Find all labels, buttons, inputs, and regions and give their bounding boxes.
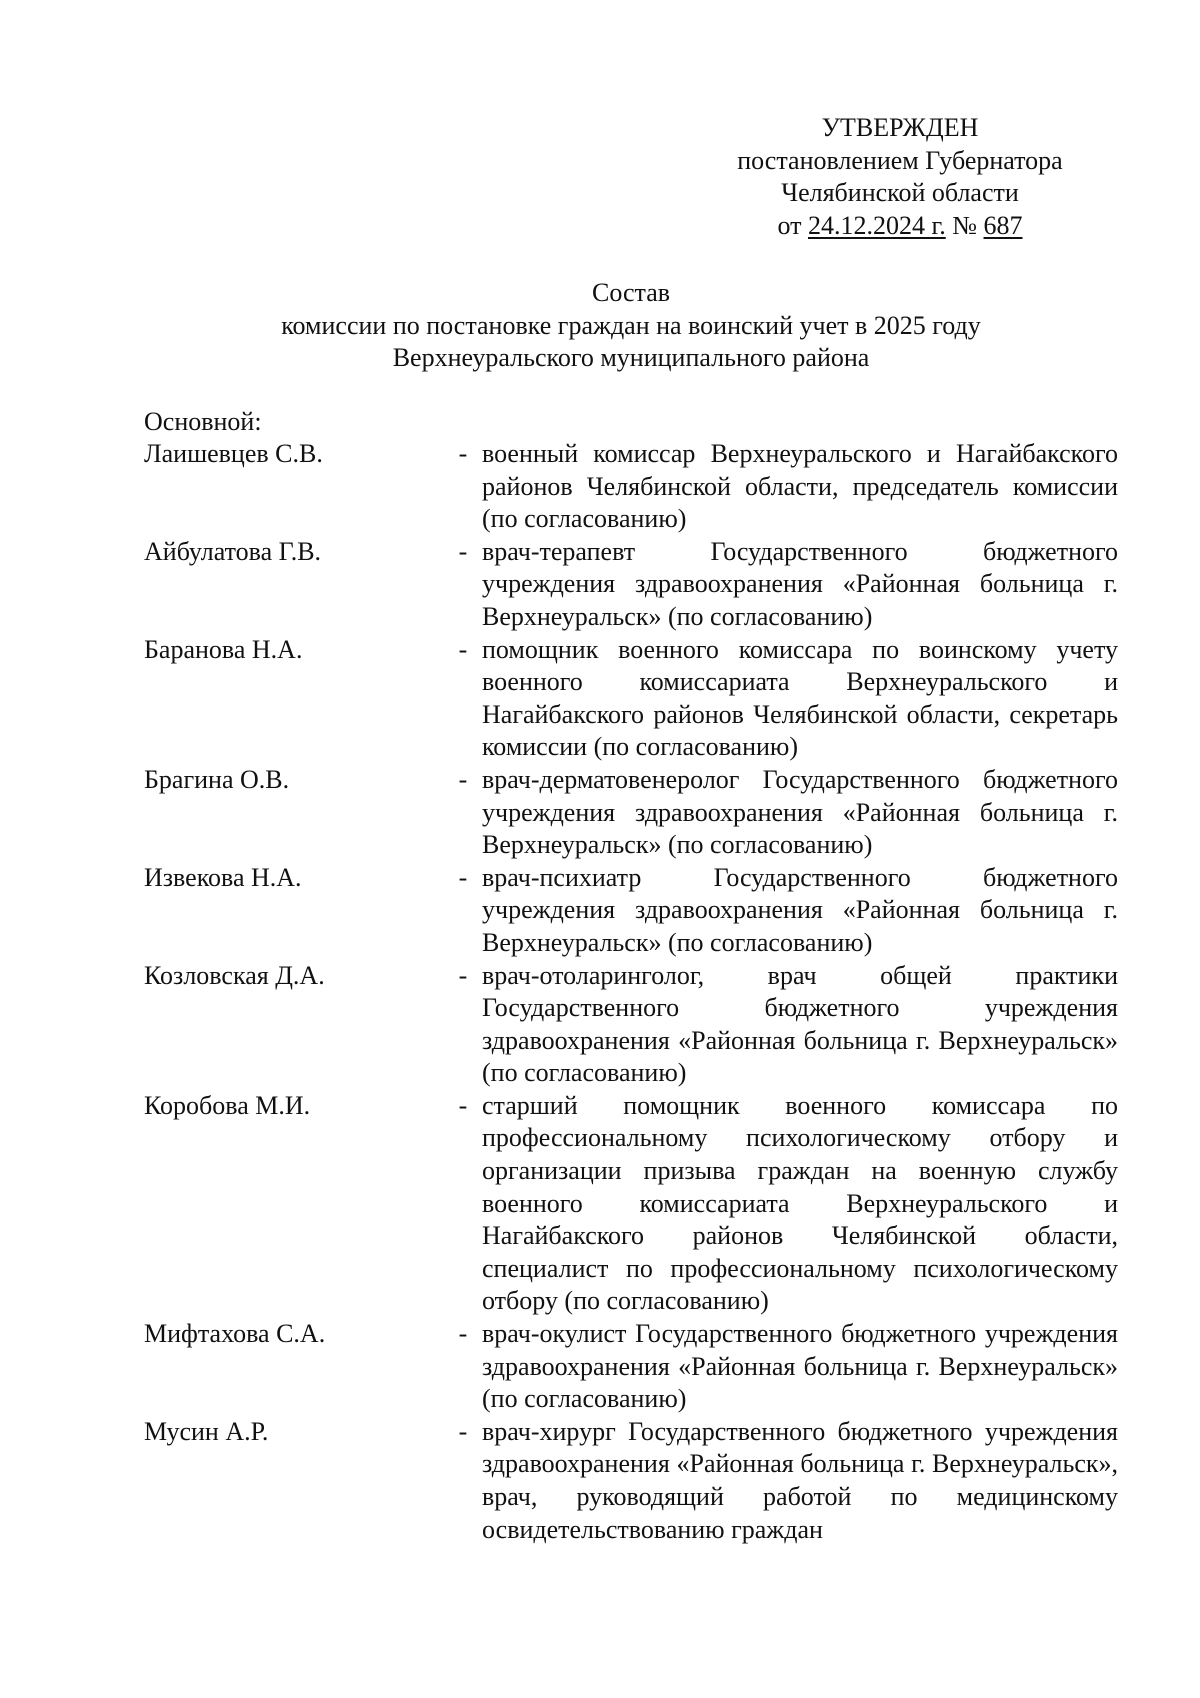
title-line-1: Состав <box>591 278 671 307</box>
member-row <box>144 764 1118 862</box>
member-name: Брагина О.В. <box>144 764 290 794</box>
approval-date: 24.12.2024 г. <box>807 210 946 240</box>
member-name: Мифтахова С.А. <box>144 1319 326 1349</box>
member-name: Коробова М.И. <box>144 1090 311 1120</box>
approval-date-prefix: от <box>777 210 808 240</box>
member-dash: - <box>458 1090 468 1120</box>
member-row <box>144 1090 1118 1318</box>
member-dash: - <box>458 536 468 566</box>
member-dash: - <box>458 1416 468 1446</box>
member-role: врач-психиатр Государственного бюджетного учреждения здравоохранения «Районная больница г. Верхнеуральск» (по согласованию) <box>482 862 1118 957</box>
member-name: Извекова Н.А. <box>144 862 302 892</box>
approval-date-line <box>700 210 1100 243</box>
section-label-main: Основной: <box>144 407 262 436</box>
member-row <box>144 862 1118 960</box>
member-role: врач-дерматовенеролог Государственного бюджетного учреждения здравоохранения «Районная больница г. Верхнеуральск» (по согласованию) <box>482 764 1118 860</box>
title-line-3: Верхнеуральского муниципального района <box>392 343 870 373</box>
member-row <box>144 1318 1118 1416</box>
member-dash: - <box>458 862 468 892</box>
member-role: помощник военного комиссара по воинскому учету военного комиссариата Верхнеуральского и Нагайбакского районов Челябинской области, секретарь комиссии (по согласованию) <box>482 634 1118 762</box>
document-title <box>0 277 1200 375</box>
member-row <box>144 438 1118 536</box>
member-dash: - <box>458 1319 468 1349</box>
member-name: Баранова Н.А. <box>144 634 303 664</box>
member-row <box>144 960 1118 1090</box>
members-list <box>144 438 1118 1546</box>
approval-heading: УТВЕРЖДЕН <box>821 113 979 142</box>
member-row <box>144 536 1118 634</box>
member-name: Лаишевцев С.В. <box>144 439 323 468</box>
member-role: врач-хирург Государственного бюджетного учреждения здравоохранения «Районная больница г. Верхнеуральск», врач, руководящий работой по медицинскому освидетельствованию граждан <box>482 1416 1118 1544</box>
title-line-2: комиссии по постановке граждан на воинский учет в 2025 году <box>281 310 981 340</box>
member-dash: - <box>458 439 468 468</box>
member-name: Айбулатова Г.В. <box>144 536 322 566</box>
approval-stamp <box>700 112 1100 242</box>
member-name: Козловская Д.А. <box>144 960 325 990</box>
approval-number: 687 <box>983 210 1023 240</box>
member-role: старший помощник военного комиссара по профессиональному психологическому отбору и организации призыва граждан на военную службу военного комиссариата Верхнеуральского и Нагайбакского районов Челябинской области, специалист по профессиональному психологическому отбору (по согласованию) <box>482 1090 1118 1316</box>
member-dash: - <box>458 764 468 794</box>
member-role: военный комиссар Верхнеуральского и Нагайбакского районов Челябинской области, председатель комиссии (по согласованию) <box>482 439 1118 534</box>
approval-region-line: Челябинской области <box>781 178 1019 208</box>
approval-decree-line: постановлением Губернатора <box>737 145 1063 175</box>
member-role: врач-отоларинголог, врач общей практики Государственного бюджетного учреждения здравоохранения «Районная больница г. Верхнеуральск» (по согласованию) <box>482 960 1118 1088</box>
member-role: врач-окулист Государственного бюджетного учреждения здравоохранения «Районная больница г. Верхнеуральск» (по согласованию) <box>482 1319 1118 1414</box>
approval-number-prefix: № <box>945 210 984 240</box>
member-row <box>144 1416 1118 1546</box>
member-dash: - <box>458 634 468 664</box>
member-name: Мусин А.Р. <box>144 1416 269 1446</box>
member-role: врач-терапевт Государственного бюджетного учреждения здравоохранения «Районная больница г. Верхнеуральск» (по согласованию) <box>482 536 1118 631</box>
member-dash: - <box>458 960 468 990</box>
member-row <box>144 634 1118 764</box>
